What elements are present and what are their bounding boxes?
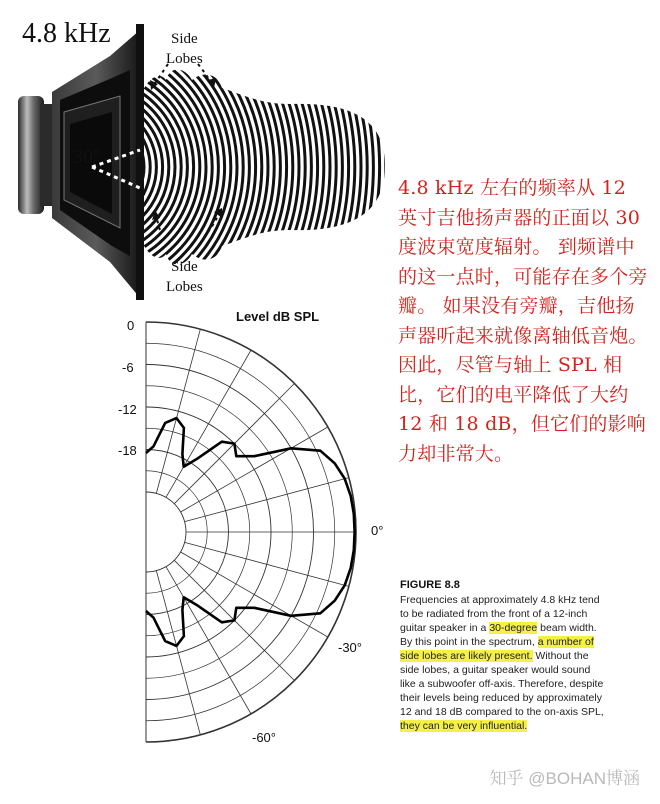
grid-spoke <box>181 552 328 637</box>
grid-spoke <box>166 567 251 714</box>
radial-tick-12: -12 <box>118 402 137 417</box>
angle-label-neg30: -30° <box>338 640 362 655</box>
grid-spoke <box>181 427 328 512</box>
polar-chart-title: Level dB SPL <box>236 309 320 324</box>
caption-highlight: they can be very influential. <box>400 720 528 732</box>
angle-label-0: 0° <box>371 523 384 538</box>
polar-grid <box>146 322 356 742</box>
angle-label-neg60: -60° <box>252 730 276 745</box>
caption-text: Frequencies at approximately 4.8 kHz tend to be radiated from the front of a 12-inch guitar speaker in a <box>400 594 600 634</box>
side-lobes-label-bottom: Side Lobes <box>166 259 203 295</box>
grid-spoke <box>156 329 200 493</box>
grid-spoke <box>185 542 349 586</box>
caption-text: beam width. By this point in the spectrum, <box>400 622 597 648</box>
side-lobes-label-top: Side Lobes <box>166 31 203 67</box>
grid-spoke <box>185 478 349 522</box>
caption-highlight: 30-degree <box>489 622 538 634</box>
radial-tick-18: -18 <box>118 443 137 458</box>
beam-angle-label: 30° <box>73 146 101 168</box>
watermark: 知乎 @BOHAN博涵 <box>489 769 640 788</box>
grid-spoke <box>166 350 251 497</box>
grid-spoke <box>156 571 200 735</box>
frequency-label: 4.8 kHz <box>22 18 111 49</box>
radial-tick-0: 0 <box>127 318 135 333</box>
radial-tick-6: -6 <box>122 360 134 375</box>
chinese-annotation: 4.8 kHz 左右的频率从 12 英寸吉他扬声器的正面以 30 度波束宽度辐射。 到频谱中的这一点时，可能存在多个旁瓣。 如果没有旁瓣，吉他扬声器听起来就像离轴低音炮。 因此，尽管与轴上 SPL 相比，它们的电平降低了大约 12 和 18 dB，但它们的影响力却非常大。 <box>398 177 648 465</box>
caption-text: Without the side lobes, a guitar speaker would sound like a subwoofer off-axis. Therefore, despite their levels being reduced by approximately 12 and 18 dB compared to the on-axis SPL, <box>400 650 604 718</box>
figure-caption <box>400 578 605 733</box>
figure-label: FIGURE 8.8 <box>400 579 460 591</box>
caption-highlight: a number of side lobes are likely present. <box>400 636 594 662</box>
grid-ring <box>146 492 186 572</box>
